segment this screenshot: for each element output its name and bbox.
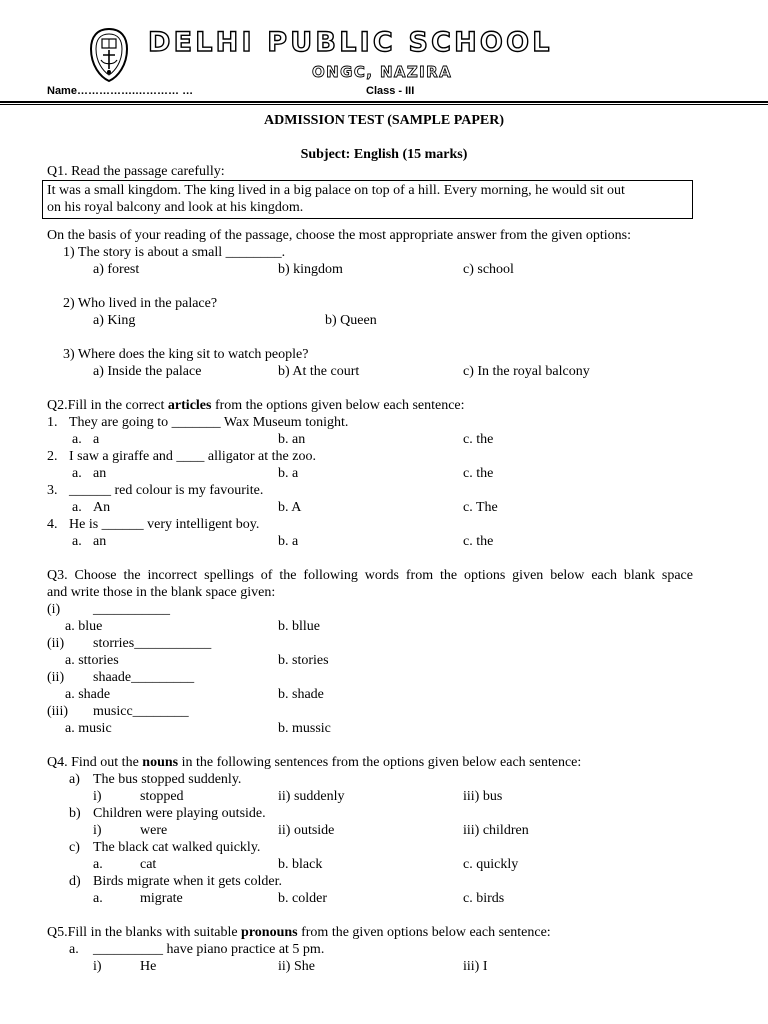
option: cat [140, 857, 157, 872]
question-row [0, 873, 768, 890]
question-row [0, 601, 768, 618]
question-letter: a) [69, 772, 80, 787]
option: a. music [65, 721, 112, 736]
header-rule-thin [0, 104, 768, 105]
option: a [93, 432, 100, 447]
option: b) kingdom [278, 262, 343, 277]
option: stopped [140, 789, 184, 804]
option: b. bllue [278, 619, 320, 634]
question-letter: b) [69, 806, 81, 821]
question-number: 4. [47, 517, 58, 532]
option: He [140, 959, 157, 974]
question-letter: a. [69, 942, 79, 957]
option: b. mussic [278, 721, 331, 736]
question-text: I saw a giraffe and ____ alligator at the zoo. [69, 449, 316, 464]
option: c. birds [463, 891, 505, 906]
question-text: The black cat walked quickly. [93, 840, 261, 855]
option: c. the [463, 534, 494, 549]
option: c) In the royal balcony [463, 364, 590, 379]
question-row [0, 346, 768, 363]
options-row [0, 686, 768, 703]
options-row [0, 788, 768, 805]
q2-heading [47, 397, 768, 414]
question-number: (ii) [47, 670, 65, 685]
q5-heading [47, 924, 768, 941]
question-text: 2) Who lived in the palace? [63, 296, 218, 311]
q2-heading-text-end: from the options given below each sentence: [211, 398, 465, 413]
option: b. an [278, 432, 306, 447]
option: b. black [278, 857, 323, 872]
option: b. shade [278, 687, 324, 702]
question-text: Birds migrate when it gets colder. [93, 874, 282, 889]
q5-heading-text-end: from the given options below each sentence: [297, 925, 551, 940]
question-number: (iii) [47, 704, 68, 719]
option-letter: a. [72, 534, 82, 549]
q3-heading: Q3. Choose the incorrect spellings of the following words from the options given below each blank space [47, 568, 693, 583]
options-row [0, 652, 768, 669]
question-number: (ii) [47, 636, 65, 651]
options-row [0, 431, 768, 448]
q3-heading-cont: and write those in the blank space given: [47, 585, 276, 600]
options-row [0, 465, 768, 482]
option: an [93, 466, 107, 481]
question-row [0, 516, 768, 533]
q5-items [0, 941, 768, 975]
q3-items [0, 601, 768, 737]
q5-heading-text: Q5.Fill in the blanks with suitable [47, 925, 242, 940]
question-row [0, 448, 768, 465]
question-text: He is ______ very intelligent boy. [69, 517, 260, 532]
question-row [0, 635, 768, 652]
question-row [0, 295, 768, 312]
question-row [0, 771, 768, 788]
option: a) forest [93, 262, 140, 277]
question-number: 1. [47, 415, 58, 430]
question-row [0, 805, 768, 822]
option-number: a. [93, 857, 103, 872]
option: b) Queen [325, 313, 377, 328]
q4-heading [47, 754, 768, 771]
options-row [0, 618, 768, 635]
option: b. a [278, 466, 299, 481]
blank-word: shaade_________ [93, 670, 195, 685]
name-field: Name…………….………… … [47, 85, 194, 97]
question-text: Children were playing outside. [93, 806, 266, 821]
q2-heading-keyword: articles [167, 398, 212, 413]
q4-heading-keyword: nouns [142, 755, 179, 770]
q4-items [0, 771, 768, 907]
exam-content [0, 112, 768, 975]
option: a. blue [65, 619, 103, 634]
option: b) At the court [278, 364, 360, 379]
option-number: i) [93, 789, 102, 804]
option: iii) I [463, 959, 488, 974]
question-letter: c) [69, 840, 80, 855]
blank-word: ___________ [93, 602, 170, 617]
option: c. the [463, 432, 494, 447]
exam-title: ADMISSION TEST (SAMPLE PAPER) [264, 113, 504, 128]
q2-items [0, 414, 768, 550]
question-letter: d) [69, 874, 81, 889]
option: a. sttories [65, 653, 119, 668]
option-number: a. [93, 891, 103, 906]
question-row [0, 839, 768, 856]
option: b. a [278, 534, 299, 549]
option: ii) She [278, 959, 315, 974]
question-text: 1) The story is about a small ________. [63, 245, 286, 260]
exam-subject: Subject: English (15 marks) [300, 147, 468, 162]
option: ii) outside [278, 823, 335, 838]
passage-line: on his royal balcony and look at his kingdom. [47, 200, 304, 215]
q1-heading: Q1. Read the passage carefully: [47, 164, 225, 179]
option: c. the [463, 466, 494, 481]
q5-heading-keyword: pronouns [241, 925, 298, 940]
question-row [0, 703, 768, 720]
school-branch: ONGC, NAZIRA [312, 63, 453, 81]
option: b. A [278, 500, 302, 515]
option-letter: a. [72, 466, 82, 481]
question-row [0, 669, 768, 686]
option: a) Inside the palace [93, 364, 202, 379]
option: c. The [463, 500, 498, 515]
option-letter: a. [72, 500, 82, 515]
header-rule [0, 101, 768, 103]
option: an [93, 534, 107, 549]
question-number: (i) [47, 602, 61, 617]
option: a. shade [65, 687, 111, 702]
options-row [0, 499, 768, 516]
q1-instruction: On the basis of your reading of the passage, choose the most appropriate answer from the given options: [47, 228, 631, 243]
options-row [0, 261, 768, 278]
option: were [140, 823, 168, 838]
options-row [0, 856, 768, 873]
option-letter: a. [72, 432, 82, 447]
options-row [0, 720, 768, 737]
class-label: Class - III [366, 85, 415, 97]
option-number: i) [93, 959, 102, 974]
q2-heading-text: Q2.Fill in the correct [47, 398, 168, 413]
question-text: The bus stopped suddenly. [93, 772, 242, 787]
question-text: 3) Where does the king sit to watch people? [63, 347, 309, 362]
school-header [0, 0, 768, 112]
question-text: They are going to _______ Wax Museum tonight. [69, 415, 349, 430]
options-row [0, 312, 768, 329]
question-row [0, 414, 768, 431]
option-number: i) [93, 823, 102, 838]
question-row [0, 482, 768, 499]
options-row [0, 363, 768, 380]
options-row [0, 958, 768, 975]
option: b. colder [278, 891, 327, 906]
option: An [93, 500, 111, 515]
question-text: ______ red colour is my favourite. [69, 483, 264, 498]
q4-heading-text-end: in the following sentences from the options given below each sentence: [178, 755, 582, 770]
options-row [0, 533, 768, 550]
option: a) King [93, 313, 136, 328]
option: ii) suddenly [278, 789, 345, 804]
question-number: 3. [47, 483, 58, 498]
q4-heading-text: Q4. Find out the [47, 755, 143, 770]
option: c. quickly [463, 857, 519, 872]
blank-word: storries___________ [93, 636, 212, 651]
question-row [0, 244, 768, 261]
blank-word: musicc________ [93, 704, 189, 719]
question-number: 2. [47, 449, 58, 464]
options-row [0, 890, 768, 907]
passage-box [42, 180, 693, 219]
option: b. stories [278, 653, 329, 668]
option: iii) bus [463, 789, 503, 804]
question-row [0, 941, 768, 958]
q1-items [0, 244, 768, 397]
option: migrate [140, 891, 183, 906]
option: c) school [463, 262, 514, 277]
option: iii) children [463, 823, 529, 838]
options-row [0, 822, 768, 839]
question-text: __________ have piano practice at 5 pm. [93, 942, 325, 957]
school-name: DELHI PUBLIC SCHOOL [148, 27, 553, 58]
passage-line: It was a small kingdom. The king lived in a big palace on top of a hill. Every morning, he would sit out [47, 183, 625, 198]
